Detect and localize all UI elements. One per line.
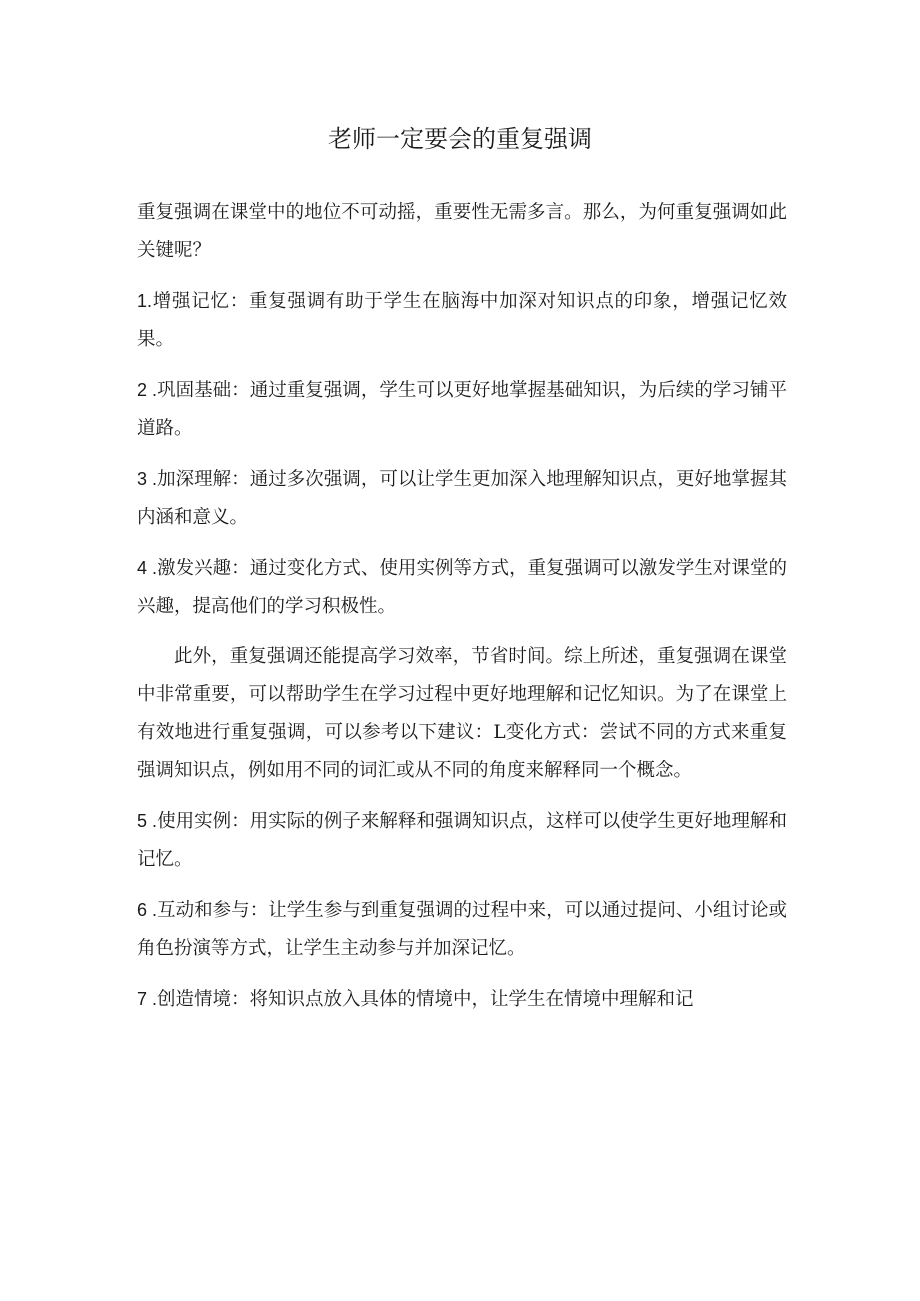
point-item: [137, 460, 787, 537]
point-text: 激发兴趣：通过变化方式、使用实例等方式，重复强调可以激发学生对课堂的兴趣，提高他们的学习积极性。: [137, 558, 787, 617]
point-text: 巩固基础：通过重复强调，学生可以更好地掌握基础知识，为后续的学习铺平道路。: [137, 380, 787, 439]
intro-paragraph: 重复强调在课堂中的地位不可动摇，重要性无需多言。那么，为何重复强调如此关键呢？: [137, 202, 787, 261]
point-marker: 1.: [137, 291, 153, 311]
suggestion-marker: 5 .: [137, 811, 158, 831]
document-title: 老师一定要会的重复强调: [328, 125, 592, 153]
point-text: 加深理解：通过多次强调，可以让学生更加深入地理解知识点，更好地掌握其内涵和意义。: [137, 469, 787, 528]
suggestion-item: [137, 980, 787, 1019]
suggestion-item: [137, 891, 787, 968]
point-item: [137, 371, 787, 448]
summary-paragraph: 此外，重复强调还能提高学习效率，节省时间。综上所述，重复强调在课堂中非常重要，可以帮助学生在学习过程中更好地理解和记忆知识。为了在课堂上有效地进行重复强调，可以参考以下建议：L变化方式：尝试不同的方式来重复强调知识点，例如用不同的词汇或从不同的角度来解释同一个概念。: [137, 646, 787, 781]
point-marker: 2 .: [137, 380, 158, 400]
suggestion-marker: 7 .: [137, 989, 158, 1009]
point-text: 增强记忆：重复强调有助于学生在脑海中加深对知识点的印象，增强记忆效果。: [137, 291, 787, 350]
point-marker: 4 .: [137, 558, 158, 578]
point-marker: 3 .: [137, 469, 158, 489]
point-item: [137, 282, 787, 359]
suggestion-marker: 6 .: [137, 900, 158, 920]
suggestion-text: 互动和参与：让学生参与到重复强调的过程中来，可以通过提问、小组讨论或角色扮演等方式，让学生主动参与并加深记忆。: [137, 900, 787, 959]
point-item: [137, 549, 787, 626]
suggestion-item: [137, 802, 787, 879]
document-body: [137, 194, 787, 1031]
suggestion-text: 创造情境：将知识点放入具体的情境中，让学生在情境中理解和记: [157, 989, 694, 1010]
suggestion-text: 使用实例：用实际的例子来解释和强调知识点，这样可以使学生更好地理解和记忆。: [137, 811, 787, 870]
